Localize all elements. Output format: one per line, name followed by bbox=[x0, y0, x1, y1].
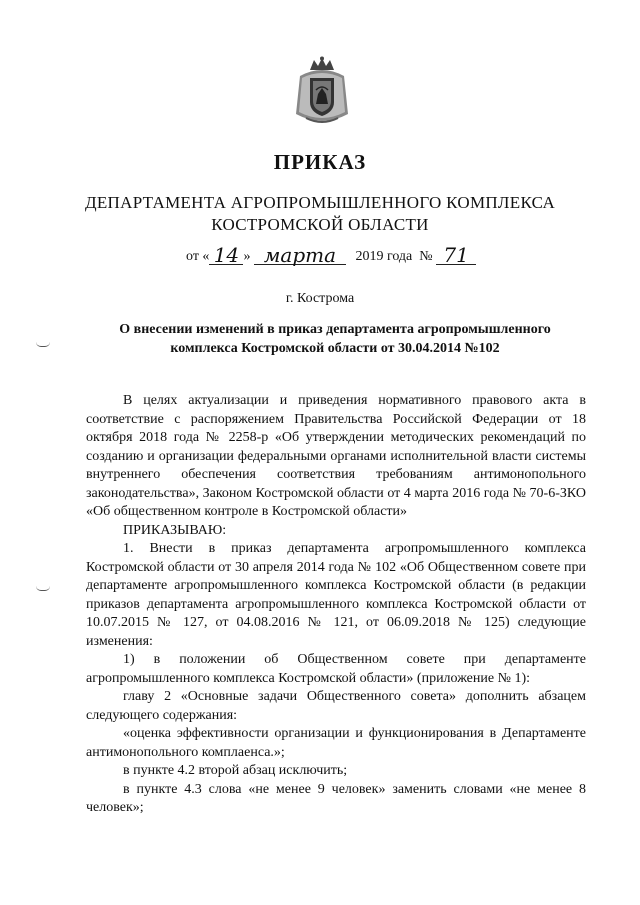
date-close-quote: » bbox=[243, 249, 251, 264]
margin-mark bbox=[36, 342, 50, 347]
number-sign: № bbox=[419, 249, 433, 264]
paragraph-preamble: В целях актуализации и приведения нормативного правового акта в соответствие с распоряжением Правительства Российской Федерации от 18 октября 2018 года № 2258-р «Об утверждении методических рекомендаций по созданию и организации федеральными органами исполнительной власти системы внутреннего обеспечения соответствия требованиям антимонопольного законодательства», Законом Костромской области от 4 марта 2016 года № 70-6-ЗКО «Об общественном контроле в Костромской области» bbox=[86, 393, 586, 519]
paragraph-subitem-1: 1) в положении об Общественном совете при департаменте агропромышленного комплекса Костромской области» (приложение № 1): bbox=[86, 652, 586, 686]
date-prefix: от « bbox=[186, 249, 210, 264]
margin-mark bbox=[36, 586, 50, 591]
document-body bbox=[86, 392, 586, 818]
paragraph-order-word: ПРИКАЗЫВАЮ: bbox=[123, 522, 227, 538]
date-number-line bbox=[186, 243, 476, 267]
subject-line-1: О внесении изменений в приказ департамента агропромышленного bbox=[119, 322, 551, 337]
city-line: г. Кострома bbox=[285, 291, 355, 306]
paragraph-quote: «оценка эффективности организации и функционирования в Департаменте антимонопольного комплаенса.»; bbox=[86, 726, 586, 760]
handwritten-day: 14 bbox=[209, 246, 243, 265]
subject-line-2: комплекса Костромской области от 30.04.2014 №102 bbox=[170, 341, 500, 356]
department-name-line-2: КОСТРОМСКОЙ ОБЛАСТИ bbox=[211, 215, 429, 234]
document-subject bbox=[90, 320, 580, 358]
paragraph-point-4-2: в пункте 4.2 второй абзац исключить; bbox=[123, 763, 348, 778]
date-year: 2019 года bbox=[355, 249, 413, 264]
paragraph-point-4-3: в пункте 4.3 слова «не менее 9 человек» заменить словами «не менее 8 человек»; bbox=[86, 781, 586, 815]
department-name bbox=[0, 192, 640, 236]
paragraph-item-1: 1. Внести в приказ департамента агропромышленного комплекса Костромской области от 30 апреля 2014 года № 102 «Об Общественном совете при департаменте агропромышленного комплекса Костромской области (в редакции приказов департамента агропромышленного комплекса Костромской области от 10.07.2015 № 127, от 04.08.2016 № 121, от 06.09.2018 № 125) следующие изменения: bbox=[86, 541, 586, 649]
coat-of-arms-icon bbox=[292, 56, 352, 128]
handwritten-number: 71 bbox=[436, 246, 476, 265]
paragraph-chapter-2: главу 2 «Основные задачи Общественного совета» дополнить абзацем следующего содержания: bbox=[86, 689, 586, 723]
handwritten-month: марта bbox=[254, 246, 346, 265]
department-name-line-1: ДЕПАРТАМЕНТА АГРОПРОМЫШЛЕННОГО КОМПЛЕКСА bbox=[84, 193, 556, 212]
document-type-title: ПРИКАЗ bbox=[273, 150, 367, 174]
